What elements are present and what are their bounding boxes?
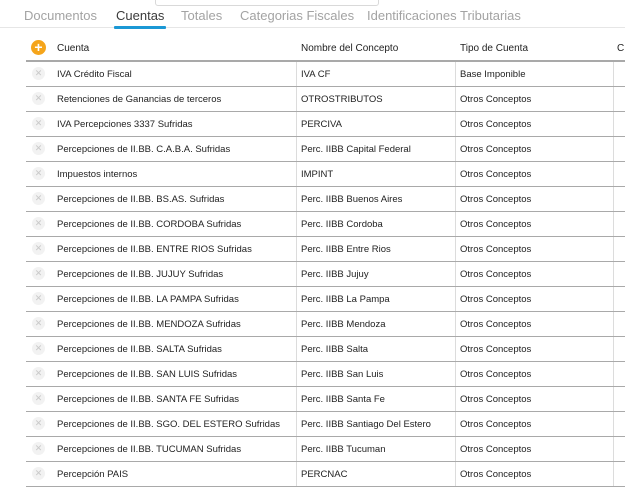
cell-concepto: OTROSTRIBUTOS <box>301 94 383 105</box>
column-divider <box>455 137 456 161</box>
header-tipo-cuenta: Tipo de Cuenta <box>460 43 529 54</box>
close-icon[interactable]: ✕ <box>32 392 45 405</box>
cell-cuenta: Percepciones de II.BB. MENDOZA Sufridas <box>57 319 241 330</box>
tab-identificaciones-tributarias[interactable]: Identificaciones Tributarias <box>367 8 521 23</box>
tab-bar <box>0 0 625 28</box>
column-divider <box>613 162 614 186</box>
cell-tipo: Otros Conceptos <box>460 444 532 455</box>
close-icon[interactable]: ✕ <box>32 417 45 430</box>
tab-categorias-fiscales[interactable]: Categorias Fiscales <box>240 8 355 23</box>
column-divider <box>455 312 456 336</box>
column-divider <box>613 387 614 411</box>
cell-concepto: Perc. IIBB Jujuy <box>301 269 369 280</box>
table-row[interactable] <box>26 362 625 387</box>
cell-tipo: Otros Conceptos <box>460 94 532 105</box>
cell-concepto: Perc. IIBB Entre Rios <box>301 244 391 255</box>
column-divider <box>455 462 456 486</box>
close-icon[interactable]: ✕ <box>32 92 45 105</box>
column-divider <box>296 362 297 386</box>
column-divider <box>613 337 614 361</box>
plus-icon[interactable]: + <box>31 40 46 55</box>
cell-tipo: Otros Conceptos <box>460 294 532 305</box>
close-icon[interactable]: ✕ <box>32 167 45 180</box>
column-divider <box>455 262 456 286</box>
table-row[interactable] <box>26 112 625 137</box>
cell-cuenta: Percepciones de II.BB. SANTA FE Sufridas <box>57 394 239 405</box>
close-icon[interactable]: ✕ <box>32 317 45 330</box>
column-divider <box>613 287 614 311</box>
column-divider <box>455 387 456 411</box>
column-divider <box>613 412 614 436</box>
column-divider <box>455 437 456 461</box>
close-icon[interactable]: ✕ <box>32 292 45 305</box>
cell-tipo: Otros Conceptos <box>460 269 532 280</box>
cell-tipo: Otros Conceptos <box>460 244 532 255</box>
cell-cuenta: IVA Percepciones 3337 Sufridas <box>57 119 193 130</box>
cell-tipo: Otros Conceptos <box>460 394 532 405</box>
table-row[interactable] <box>26 387 625 412</box>
cell-tipo: Otros Conceptos <box>460 194 532 205</box>
column-divider <box>455 337 456 361</box>
column-divider <box>296 112 297 136</box>
cell-tipo: Otros Conceptos <box>460 319 532 330</box>
column-divider <box>296 62 297 86</box>
table-row[interactable] <box>26 162 625 187</box>
column-divider <box>455 112 456 136</box>
column-divider <box>613 112 614 136</box>
column-divider <box>296 462 297 486</box>
column-divider <box>455 212 456 236</box>
cell-cuenta: Percepciones de II.BB. SGO. DEL ESTERO Sufridas <box>57 419 280 430</box>
cell-concepto: IVA CF <box>301 69 331 80</box>
column-divider <box>296 187 297 211</box>
cell-cuenta: Percepciones de II.BB. SAN LUIS Sufridas <box>57 369 238 380</box>
table-row[interactable] <box>26 337 625 362</box>
cell-tipo: Base Imponible <box>460 69 526 80</box>
close-icon[interactable]: ✕ <box>32 467 45 480</box>
cell-cuenta: Percepciones de II.BB. BS.AS. Sufridas <box>57 194 225 205</box>
column-divider <box>455 412 456 436</box>
close-icon[interactable]: ✕ <box>32 117 45 130</box>
cell-concepto: Perc. IIBB Buenos Aires <box>301 194 403 205</box>
cell-concepto: Perc. IIBB La Pampa <box>301 294 390 305</box>
column-divider <box>296 337 297 361</box>
cell-concepto: Perc. IIBB Tucuman <box>301 444 386 455</box>
header-cuenta: Cuenta <box>57 43 90 54</box>
table-row[interactable] <box>26 87 625 112</box>
close-icon[interactable]: ✕ <box>32 267 45 280</box>
column-divider <box>613 312 614 336</box>
cell-tipo: Otros Conceptos <box>460 219 532 230</box>
column-divider <box>613 212 614 236</box>
cell-cuenta: Percepciones de II.BB. CORDOBA Sufridas <box>57 219 242 230</box>
table-header <box>26 36 625 62</box>
tab-documentos[interactable]: Documentos <box>24 8 97 23</box>
cell-concepto: PERCIVA <box>301 119 343 130</box>
cell-concepto: Perc. IIBB Capital Federal <box>301 144 411 155</box>
cell-cuenta: Percepciones de II.BB. ENTRE RIOS Sufridas <box>57 244 252 255</box>
tab-cuentas[interactable]: Cuentas <box>116 8 165 23</box>
cell-tipo: Otros Conceptos <box>460 144 532 155</box>
column-divider <box>613 462 614 486</box>
cell-concepto: IMPINT <box>301 169 334 180</box>
table-body <box>26 62 625 487</box>
table-row[interactable] <box>26 212 625 237</box>
close-icon[interactable]: ✕ <box>32 142 45 155</box>
cell-tipo: Otros Conceptos <box>460 469 532 480</box>
cell-tipo: Otros Conceptos <box>460 344 532 355</box>
close-icon[interactable]: ✕ <box>32 342 45 355</box>
table-row[interactable] <box>26 462 625 487</box>
column-divider <box>296 387 297 411</box>
column-divider <box>613 262 614 286</box>
table-row[interactable] <box>26 412 625 437</box>
column-divider <box>455 187 456 211</box>
column-divider <box>613 187 614 211</box>
table-row[interactable] <box>26 287 625 312</box>
close-icon[interactable]: ✕ <box>32 217 45 230</box>
cell-concepto: Perc. IIBB Santiago Del Estero <box>301 419 431 430</box>
header-nombre-concepto: Nombre del Concepto <box>301 43 399 54</box>
cell-concepto: Perc. IIBB San Luis <box>301 369 384 380</box>
cell-cuenta: Retenciones de Ganancias de terceros <box>57 94 222 105</box>
column-divider <box>296 437 297 461</box>
table-row[interactable] <box>26 237 625 262</box>
column-divider <box>296 87 297 111</box>
table-row[interactable] <box>26 137 625 162</box>
cell-cuenta: Percepción PAIS <box>57 469 129 480</box>
cell-cuenta: Percepciones de II.BB. TUCUMAN Sufridas <box>57 444 242 455</box>
column-divider <box>455 62 456 86</box>
cell-concepto: Perc. IIBB Mendoza <box>301 319 386 330</box>
table-row[interactable] <box>26 187 625 212</box>
cell-tipo: Otros Conceptos <box>460 419 532 430</box>
column-divider <box>296 312 297 336</box>
cell-concepto: Perc. IIBB Santa Fe <box>301 394 385 405</box>
column-divider <box>296 237 297 261</box>
close-icon[interactable]: ✕ <box>32 367 45 380</box>
column-divider <box>613 362 614 386</box>
column-divider <box>455 162 456 186</box>
cell-cuenta: Impuestos internos <box>57 169 138 180</box>
column-divider <box>296 412 297 436</box>
table-row[interactable] <box>26 62 625 87</box>
column-divider <box>296 162 297 186</box>
column-divider <box>296 137 297 161</box>
tab-totales[interactable]: Totales <box>181 8 223 23</box>
close-icon[interactable]: ✕ <box>32 242 45 255</box>
cell-tipo: Otros Conceptos <box>460 169 532 180</box>
cell-concepto: Perc. IIBB Salta <box>301 344 369 355</box>
close-icon[interactable]: ✕ <box>32 442 45 455</box>
cell-tipo: Otros Conceptos <box>460 369 532 380</box>
accounts-table <box>26 36 625 487</box>
header-truncated: C <box>617 43 625 54</box>
column-divider <box>613 437 614 461</box>
cell-concepto: PERCNAC <box>301 469 348 480</box>
column-divider <box>296 262 297 286</box>
table-row[interactable] <box>26 312 625 337</box>
column-divider <box>613 237 614 261</box>
column-divider <box>296 212 297 236</box>
cell-concepto: Perc. IIBB Cordoba <box>301 219 383 230</box>
close-icon[interactable]: ✕ <box>32 67 45 80</box>
cell-cuenta: Percepciones de II.BB. LA PAMPA Sufridas <box>57 294 239 305</box>
column-divider <box>296 287 297 311</box>
column-divider <box>455 87 456 111</box>
column-divider <box>455 237 456 261</box>
cell-tipo: Otros Conceptos <box>460 119 532 130</box>
column-divider <box>455 287 456 311</box>
table-row[interactable] <box>26 437 625 462</box>
column-divider <box>455 362 456 386</box>
cell-cuenta: Percepciones de II.BB. SALTA Sufridas <box>57 344 222 355</box>
cell-cuenta: Percepciones de II.BB. JUJUY Sufridas <box>57 269 224 280</box>
table-row[interactable] <box>26 262 625 287</box>
close-icon[interactable]: ✕ <box>32 192 45 205</box>
column-divider <box>613 137 614 161</box>
cell-cuenta: IVA Crédito Fiscal <box>57 69 132 80</box>
column-divider <box>613 62 614 86</box>
cell-cuenta: Percepciones de II.BB. C.A.B.A. Sufridas <box>57 144 231 155</box>
column-divider <box>613 87 614 111</box>
